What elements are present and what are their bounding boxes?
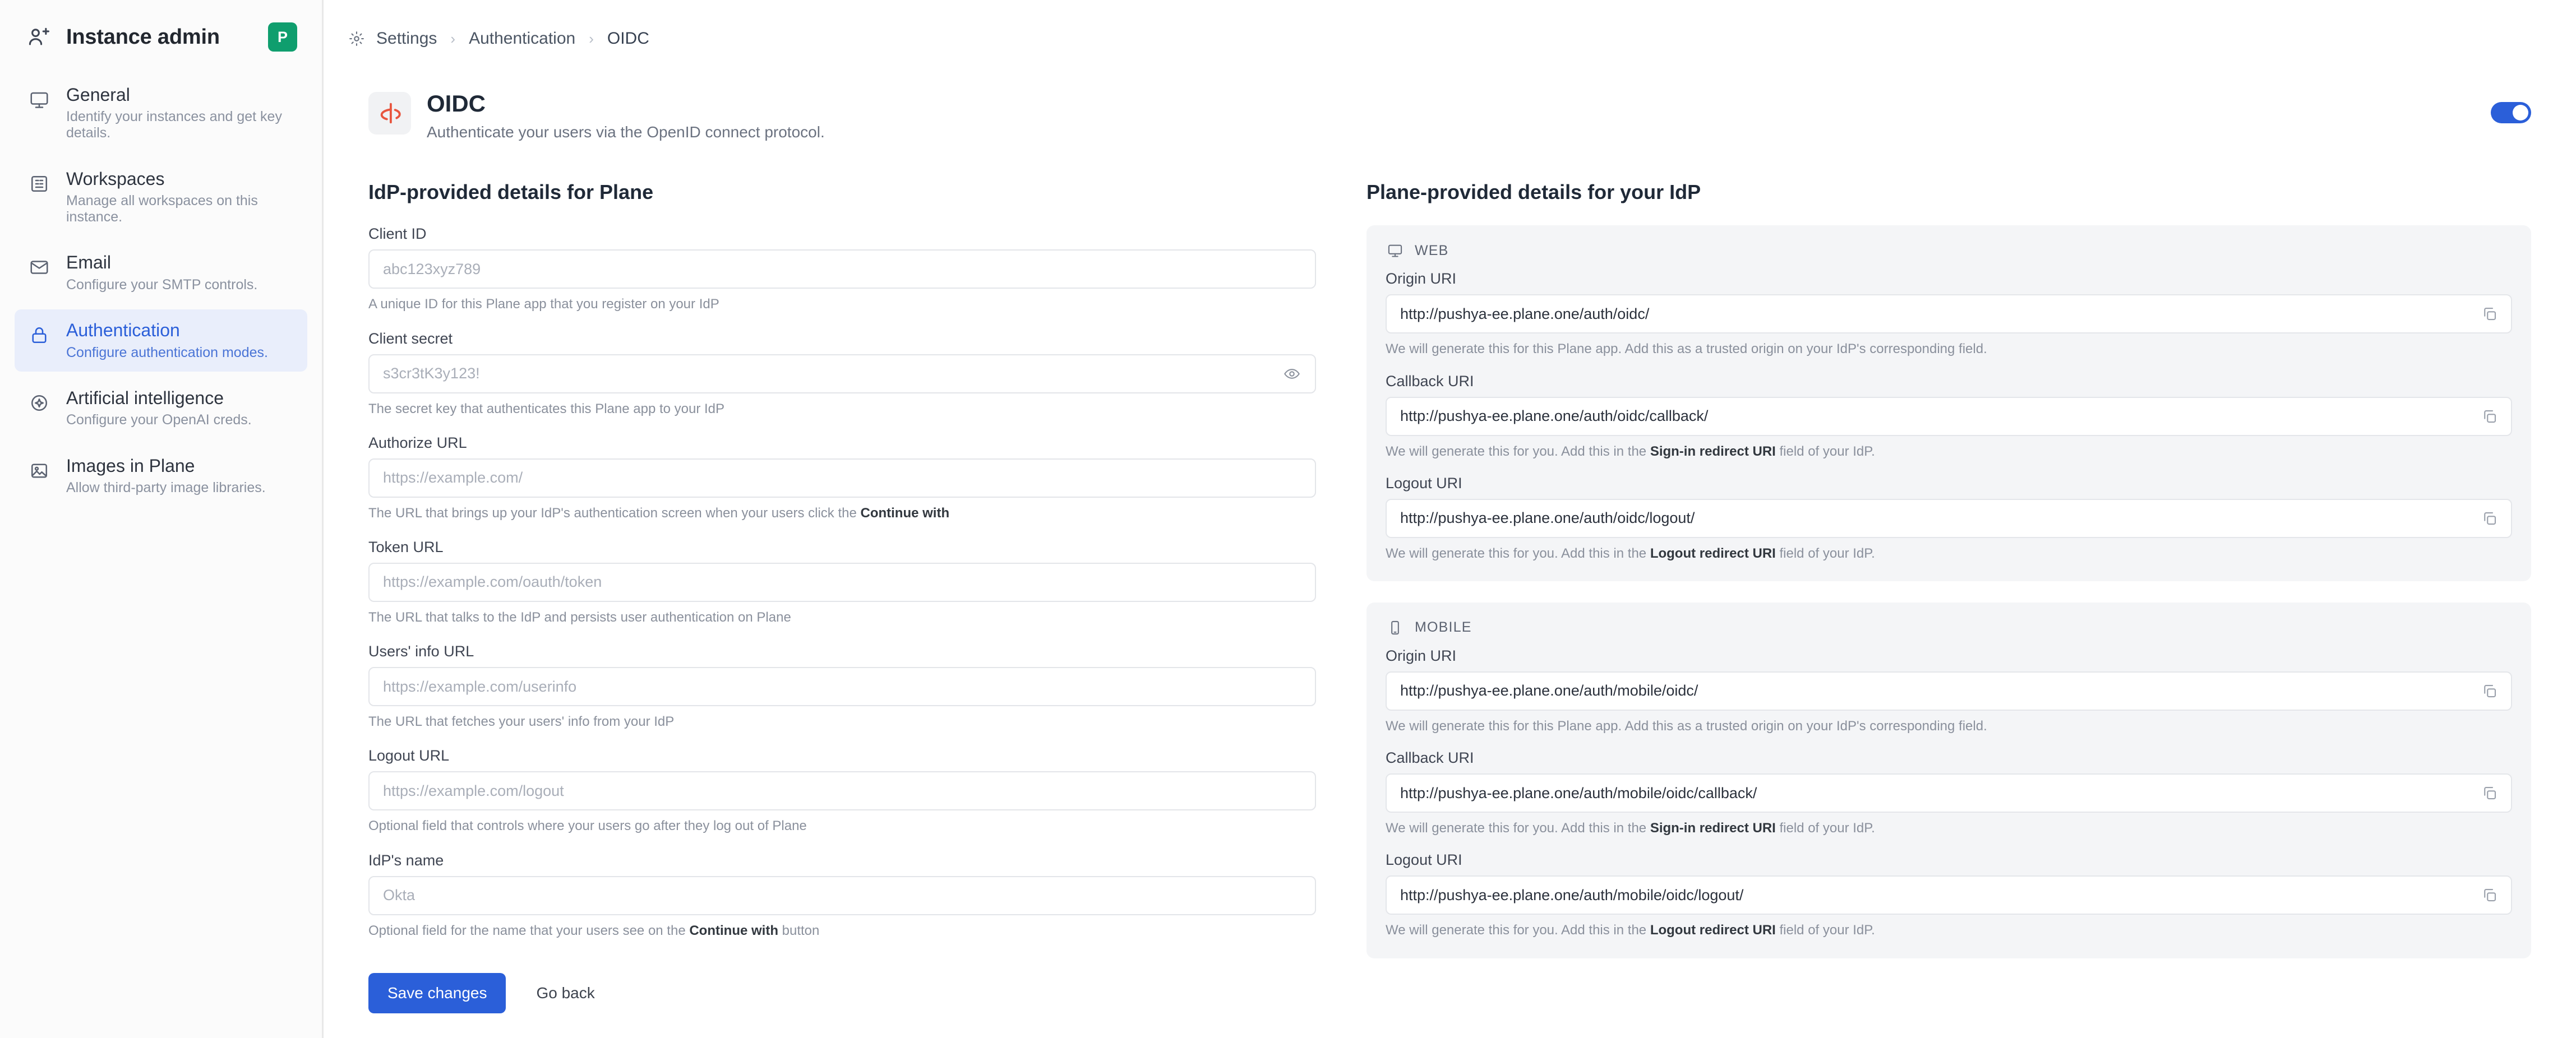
field-hint: The URL that fetches your users' info from your IdP (368, 714, 675, 730)
lock-icon (27, 323, 52, 347)
users-info-url-input[interactable] (368, 667, 1316, 706)
field-hint: We will generate this for this Plane app. Add this as a trusted origin on your IdP's corresponding field. (1386, 341, 1987, 357)
panel-header (1367, 225, 2531, 270)
copy-row (1386, 397, 2512, 436)
breadcrumb-item-authentication[interactable]: Authentication (469, 29, 576, 48)
copy-row (1386, 294, 2512, 333)
field-label: Client secret (368, 330, 453, 347)
field-hint: The URL that talks to the IdP and persists user authentication on Plane (368, 609, 791, 625)
mobile-logout-uri (1386, 851, 2512, 939)
field-users-info-url (368, 643, 1316, 730)
copy-icon[interactable] (2478, 507, 2501, 530)
plane-provided-details (1367, 180, 2531, 1038)
panel-body (1367, 647, 2531, 939)
sidebar-item-email[interactable] (15, 242, 307, 304)
sparkle-icon (27, 391, 52, 415)
page-subtitle: Authenticate your users via the OpenID connect protocol. (427, 123, 825, 141)
panel-header (1367, 603, 2531, 647)
monitor-icon (1386, 241, 1405, 260)
gear-icon (347, 29, 366, 48)
mobile-origin-uri (1386, 647, 2512, 735)
sidebar-item-desc: Configure authentication modes. (66, 344, 268, 360)
copy-row (1386, 499, 2512, 538)
panel-label: MOBILE (1415, 619, 1472, 636)
phone-icon (1386, 618, 1405, 637)
field-label: Callback URI (1386, 372, 1474, 390)
field-label: Logout URI (1386, 851, 1462, 869)
web-origin-uri (1386, 270, 2512, 358)
sidebar-item-images-in-plane[interactable] (15, 445, 307, 507)
field-label: Users' info URL (368, 643, 474, 660)
panel-body (1367, 270, 2531, 562)
page-title: OIDC (427, 90, 486, 117)
field-hint: We will generate this for you. Add this in the Logout redirect URI field of your IdP. (1386, 923, 1875, 938)
copy-icon[interactable] (2478, 303, 2501, 325)
copy-row (1386, 875, 2512, 915)
field-label: Token URL (368, 538, 444, 555)
sidebar-item-label: Authentication (66, 320, 180, 341)
field-authorize-url (368, 434, 1316, 522)
page-header (368, 67, 2531, 141)
field-client-id (368, 225, 1316, 313)
sidebar-header (0, 0, 322, 71)
uri-value: http://pushya-ee.plane.one/auth/oidc/ (1400, 305, 1650, 322)
panel-mobile (1367, 603, 2531, 958)
copy-icon[interactable] (2478, 405, 2501, 428)
web-callback-uri (1386, 373, 2512, 460)
sidebar-item-label: Email (66, 252, 112, 273)
uri-value: http://pushya-ee.plane.one/auth/oidc/logout/ (1400, 509, 1695, 527)
sidebar-item-artificial-intelligence[interactable] (15, 377, 307, 439)
field-hint: A unique ID for this Plane app that you register on your IdP (368, 296, 719, 312)
uri-value: http://pushya-ee.plane.one/auth/oidc/callback/ (1400, 407, 1709, 425)
field-hint: We will generate this for you. Add this in the Sign-in redirect URI field of your IdP. (1386, 443, 1875, 459)
go-back-button[interactable]: Go back (520, 973, 610, 1013)
sidebar-nav (0, 71, 322, 507)
authorize-url-input[interactable] (368, 458, 1316, 498)
field-client-secret (368, 330, 1316, 418)
field-label: Logout URL (368, 747, 450, 764)
breadcrumb-separator: › (589, 30, 594, 47)
field-label: Client ID (368, 225, 427, 243)
form-actions (368, 956, 1316, 1038)
main-content (324, 0, 2576, 1038)
sidebar-item-general[interactable] (15, 74, 307, 152)
copy-row (1386, 671, 2512, 711)
sidebar-item-label: Images in Plane (66, 456, 195, 476)
breadcrumb (324, 0, 2576, 56)
logout-url-input[interactable] (368, 771, 1316, 810)
copy-row (1386, 773, 2512, 813)
idp-name-input[interactable] (368, 876, 1316, 915)
panel-web (1367, 225, 2531, 581)
breadcrumb-item-settings[interactable]: Settings (376, 29, 437, 48)
building-icon (27, 172, 52, 196)
sidebar-item-desc: Configure your SMTP controls. (66, 276, 258, 293)
settings-columns (368, 141, 2531, 1038)
copy-icon[interactable] (2478, 782, 2501, 804)
oidc-enable-toggle[interactable] (2491, 102, 2531, 123)
oidc-logo-icon (368, 92, 411, 135)
monitor-icon (27, 87, 52, 112)
field-label: Callback URI (1386, 749, 1474, 767)
page-body (324, 56, 2576, 1038)
field-hint: We will generate this for you. Add this in the Logout redirect URI field of your IdP. (1386, 545, 1875, 561)
web-logout-uri (1386, 475, 2512, 562)
client-id-input[interactable] (368, 249, 1316, 289)
field-token-url (368, 539, 1316, 626)
instance-admin-title: Instance admin (66, 25, 220, 49)
breadcrumb-item-oidc: OIDC (607, 29, 649, 48)
uri-value: http://pushya-ee.plane.one/auth/mobile/oidc/logout/ (1400, 886, 1744, 903)
sidebar-item-label: Artificial intelligence (66, 388, 224, 409)
sidebar-item-workspaces[interactable] (15, 158, 307, 237)
sidebar-item-label: Workspaces (66, 168, 165, 189)
field-hint: We will generate this for this Plane app. Add this as a trusted origin on your IdP's corresponding field. (1386, 718, 1987, 734)
mail-icon (27, 255, 52, 280)
copy-icon[interactable] (2478, 680, 2501, 702)
field-idp-name (368, 852, 1316, 939)
sidebar-item-desc: Allow third-party image libraries. (66, 480, 266, 496)
sidebar-item-desc: Manage all workspaces on this instance. (66, 192, 258, 225)
field-label: Authorize URL (368, 434, 467, 451)
eye-icon[interactable] (1282, 364, 1301, 383)
image-icon (27, 458, 52, 483)
sidebar (0, 0, 324, 1038)
field-hint: The secret key that authenticates this Plane app to your IdP (368, 401, 725, 416)
breadcrumb-separator: › (450, 30, 456, 47)
sidebar-item-desc: Identify your instances and get key details. (66, 109, 282, 141)
field-hint: The URL that brings up your IdP's authentication screen when your users click the Continue with (368, 505, 950, 521)
field-hint: Optional field for the name that your users see on the Continue with button (368, 923, 820, 938)
field-hint: Optional field that controls where your users go after they log out of Plane (368, 818, 807, 834)
copy-icon[interactable] (2478, 884, 2501, 906)
field-label: Origin URI (1386, 647, 1457, 664)
sidebar-item-label: General (66, 85, 130, 105)
left-section-title: IdP-provided details for Plane (368, 180, 654, 204)
client-secret-input[interactable] (368, 354, 1316, 393)
sidebar-item-authentication[interactable] (15, 309, 307, 372)
uri-value: http://pushya-ee.plane.one/auth/mobile/oidc/ (1400, 682, 1698, 699)
field-logout-url (368, 747, 1316, 835)
instance-admin-icon (25, 23, 53, 51)
field-label: Origin URI (1386, 270, 1457, 288)
uri-value: http://pushya-ee.plane.one/auth/mobile/oidc/callback/ (1400, 784, 1757, 801)
panel-label: WEB (1415, 242, 1449, 258)
idp-provided-details (368, 180, 1316, 1038)
right-section-title: Plane-provided details for your IdP (1367, 180, 1701, 204)
field-label: Logout URI (1386, 474, 1462, 492)
save-changes-button[interactable]: Save changes (368, 973, 506, 1013)
mobile-callback-uri (1386, 749, 2512, 837)
toggle-knob (2513, 105, 2528, 121)
field-label: IdP's name (368, 851, 444, 869)
field-hint: We will generate this for you. Add this in the Sign-in redirect URI field of your IdP. (1386, 821, 1875, 836)
token-url-input[interactable] (368, 563, 1316, 602)
sidebar-item-desc: Configure your OpenAI creds. (66, 412, 252, 428)
avatar[interactable]: P (268, 22, 297, 52)
